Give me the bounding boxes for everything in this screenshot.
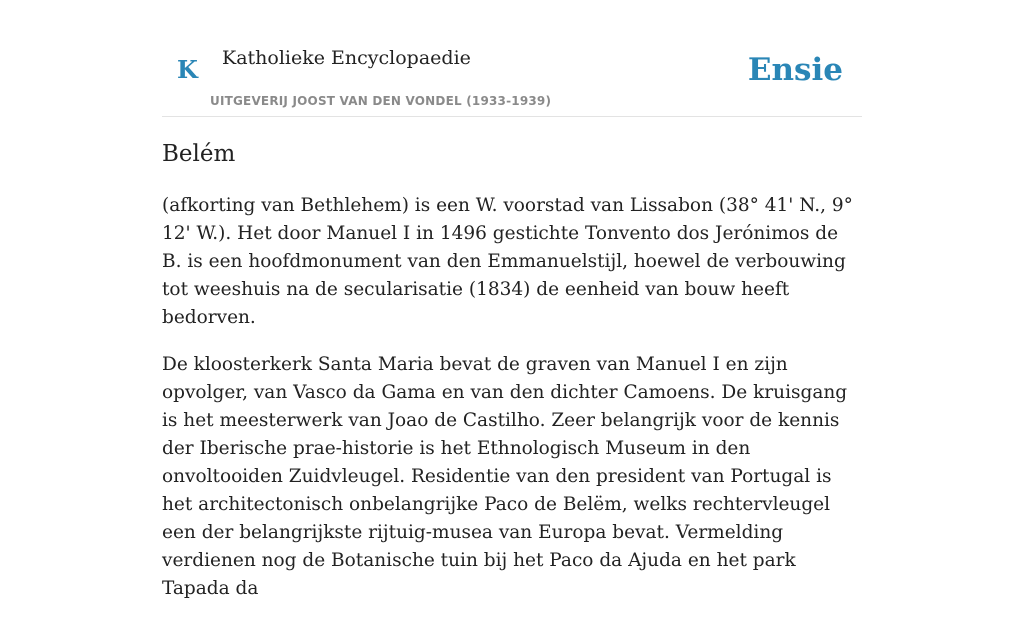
site-title[interactable]: Katholieke Encyclopaedie — [222, 47, 471, 69]
ensie-brand-link[interactable]: Ensie — [747, 52, 843, 88]
encyclopedia-logo-icon[interactable]: K — [177, 55, 198, 84]
site-header — [162, 0, 862, 117]
article-paragraph: De kloosterkerk Santa Maria bevat de graven van Manuel I en zijn opvolger, van Vasco da Gama en van den dichter Camoens. De kruisgang is het meesterwerk van Joao de Castilho. Zeer belangrijk voor de kennis der Iberische prae-historie is het Ethnologisch Museum in den onvoltooiden Zuidvleugel. Residentie van den president van Portugal is het architectonisch onbelangrijke Paco de Belëm, welks rechtervleugel een der belangrijkste rijtuig-musea van Europa bevat. Vermelding verdienen nog de Botanische tuin bij het Paco da Ajuda en het park Tapada da — [162, 354, 848, 599]
article-paragraph: (afkorting van Bethlehem) is een W. voorstad van Lissabon (38° 41' N., 9° 12' W.). Het door Manuel I in 1496 gestichte Tonvento dos Jerónimos de B. is een hoofdmonument van den Emmanuelstijl, hoewel de verbouwing tot weeshuis na de secularisatie (1834) de eenheid van bouw heeft bedorven. — [162, 195, 853, 328]
publisher-label: UITGEVERIJ JOOST VAN DEN VONDEL (1933-1939) — [210, 94, 552, 108]
article-title: Belém — [162, 141, 236, 167]
article-body — [162, 192, 862, 622]
